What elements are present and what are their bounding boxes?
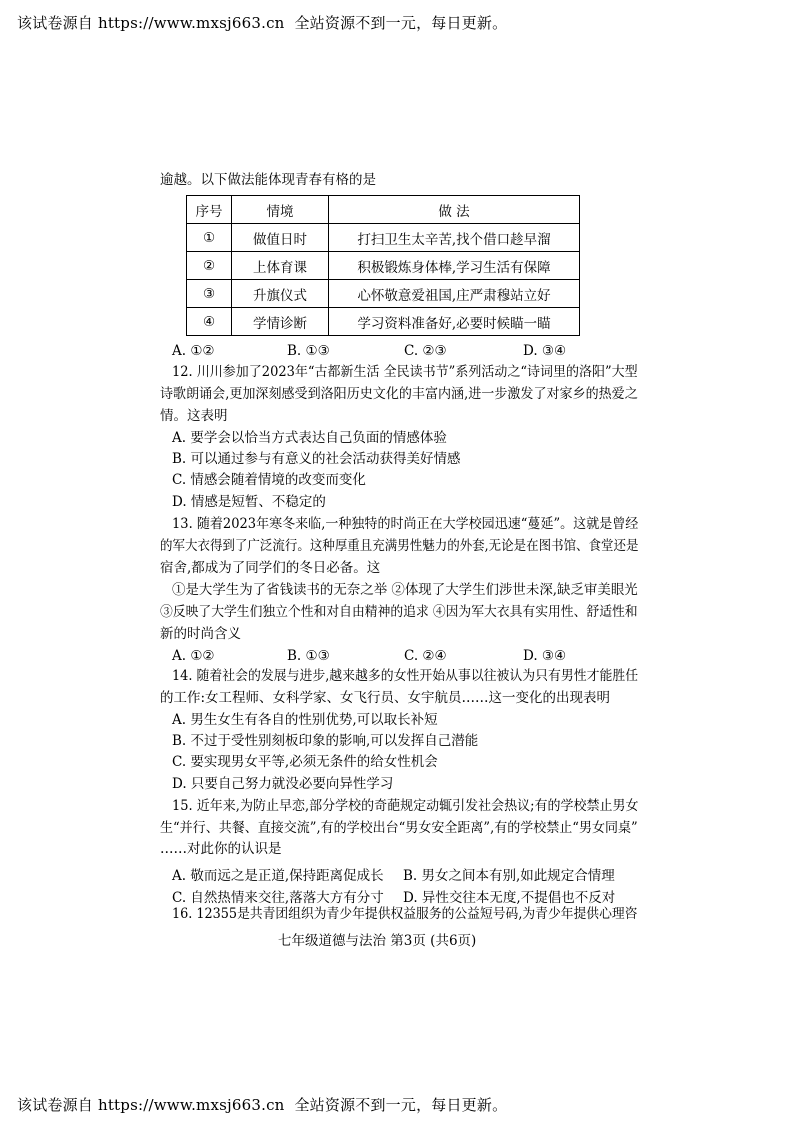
option-d: D. 异性交往本无度,不提倡也不反对 — [403, 890, 616, 906]
table-row — [187, 252, 580, 280]
q12-line-3: 情。这表明 — [160, 408, 228, 424]
table-cell: 打扫卫生太辛苦,找个借口趁早溜 — [329, 224, 580, 252]
q13-line-6: 新的时尚含义 — [160, 626, 241, 642]
option-c: C. 自然热情来交往,落落大方有分寸 — [172, 890, 384, 906]
q14-option-c: C. 要实现男女平等,必须无条件的给女性机会 — [172, 754, 438, 770]
option-d: D. ③④ — [523, 343, 567, 359]
q15-line-3: ……对此你的认识是 — [160, 841, 282, 857]
q12-line-1: 12. 川川参加了2023年“古都新生活 全民读书节”系列活动之“诗词里的洛阳”大型 — [172, 364, 638, 380]
option-b: B. 男女之间本有别,如此规定合情理 — [403, 868, 615, 884]
table-cell: 心怀敬意爱祖国,庄严肃穆站立好 — [329, 280, 580, 308]
q13-line-5: ③反映了大学生们独立个性和对自由精神的追求 ④因为军大衣具有实用性、舒适性和 — [160, 604, 638, 620]
option-a: A. 敬而远之是正道,保持距离促成长 — [172, 868, 384, 884]
q14-line-1: 14. 随着社会的发展与进步,越来越多的女性开始从事以往被认为只有男性才能胜任 — [172, 668, 639, 684]
q14-option-d: D. 只要自己努力就没必要向异性学习 — [172, 776, 394, 792]
q13-line-1: 13. 随着2023年寒冬来临,一种独特的时尚正在大学校园迅速“蔓延”。这就是曾经 — [172, 516, 639, 532]
source-banner-bottom: 该试卷源自 https://www.mxsj663.cn 全站资源不到一元，每日更新。 — [17, 1096, 508, 1114]
q12-option-c: C. 情感会随着情境的改变而变化 — [172, 472, 366, 488]
q15-line-1: 15. 近年来,为防止早恋,部分学校的奇葩规定动辄引发社会热议;有的学校禁止男女 — [172, 798, 639, 814]
option-c: C. ②③ — [404, 343, 447, 359]
q14-option-b: B. 不过于受性别刻板印象的影响,可以发挥自己潜能 — [172, 733, 479, 749]
q12-line-2: 诗歌朗诵会,更加深刻感受到洛阳历史文化的丰富内涵,进一步激发了对家乡的热爱之 — [160, 386, 638, 402]
table-row — [187, 224, 580, 252]
q13-line-2: 的军大衣得到了广泛流行。这种厚重且充满男性魅力的外套,无论是在图书馆、食堂还是 — [160, 538, 639, 554]
q12-option-b: B. 可以通过参与有意义的社会活动获得美好情感 — [172, 451, 461, 467]
table-cell: 学习资料准备好,必要时候瞄一瞄 — [329, 308, 580, 336]
option-d: D. ③④ — [523, 648, 567, 664]
table-row — [187, 280, 580, 308]
option-b: B. ①③ — [287, 648, 330, 664]
table-cell: ① — [187, 224, 232, 252]
q13-line-3: 宿舍,都成为了同学们的冬日必备。这 — [160, 560, 381, 576]
page-footer: 七年级道德与法治 第3页 (共6页) — [278, 933, 477, 949]
q14-option-a: A. 男生女生有各自的性别优势,可以取长补短 — [172, 712, 438, 728]
table-cell: 积极锻炼身体棒,学习生活有保障 — [329, 252, 580, 280]
option-b: B. ①③ — [287, 343, 330, 359]
q11-table — [186, 195, 580, 336]
option-a: A. ①② — [172, 343, 215, 359]
table-cell: ④ — [187, 308, 232, 336]
table-cell: 上体育课 — [232, 252, 329, 280]
table-cell: ② — [187, 252, 232, 280]
option-a: A. ①② — [172, 648, 215, 664]
q11-stem: 逾越。以下做法能体现青春有格的是 — [160, 172, 376, 188]
header-practice: 做 法 — [329, 196, 580, 224]
header-index: 序号 — [187, 196, 232, 224]
table-cell: 学情诊断 — [232, 308, 329, 336]
q12-option-a: A. 要学会以恰当方式表达自己负面的情感体验 — [172, 430, 447, 446]
q13-line-4: ①是大学生为了省钱读书的无奈之举 ②体现了大学生们涉世未深,缺乏审美眼光 — [172, 582, 638, 598]
header-situation: 情境 — [232, 196, 329, 224]
q12-option-d: D. 情感是短暂、不稳定的 — [172, 494, 326, 510]
q16-line-1: 16. 12355是共青团组织为青少年提供权益服务的公益短号码,为青少年提供心理咨 — [172, 906, 638, 922]
option-c: C. ②④ — [404, 648, 447, 664]
source-banner-top: 该试卷源自 https://www.mxsj663.cn 全站资源不到一元，每日更新。 — [17, 14, 508, 32]
table-header-row — [187, 196, 580, 224]
table-row — [187, 308, 580, 336]
table-cell: 做值日时 — [232, 224, 329, 252]
q14-line-2: 的工作:女工程师、女科学家、女飞行员、女宇航员……这一变化的出现表明 — [160, 690, 611, 706]
table-cell: ③ — [187, 280, 232, 308]
q15-line-2: 生“并行、共餐、直接交流”,有的学校出台“男女安全距离”,有的学校禁止“男女同桌” — [160, 820, 638, 836]
table-cell: 升旗仪式 — [232, 280, 329, 308]
